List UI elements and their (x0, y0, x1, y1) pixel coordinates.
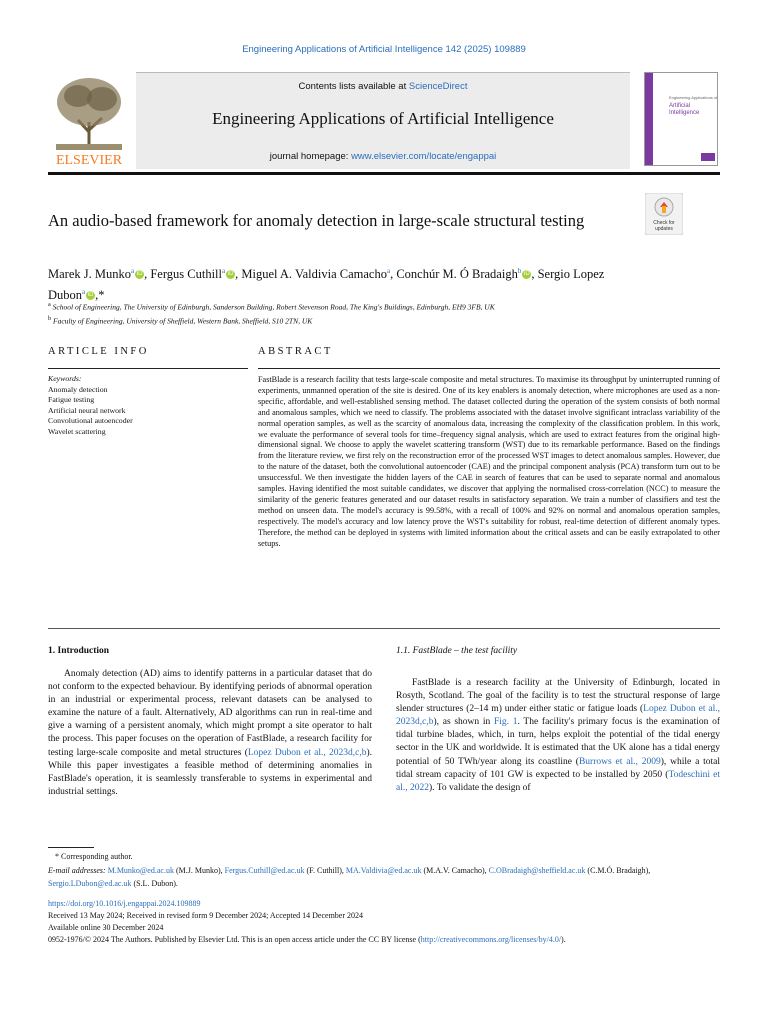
subsection-heading: 1.1. FastBlade – the test facility (396, 646, 518, 656)
license-link[interactable]: http://creativecommons.org/licenses/by/4.0/ (420, 935, 562, 944)
doi-link[interactable]: https://doi.org/10.1016/j.engappai.2024.109889 (48, 899, 201, 908)
homepage-line: journal homepage: www.elsevier.com/locate/engappai (269, 151, 497, 162)
email-link[interactable]: Fergus.Cuthill@ed.ac.uk (224, 866, 305, 875)
orcid-icon[interactable]: iD (136, 271, 143, 278)
paper-title: An audio-based framework for anomaly detection in large-scale structural testing (48, 211, 585, 230)
fastblade-paragraph: FastBlade is a research facility at the University of Edinburgh, located in Rosyth, Scotland. The goal of the facility is to test the structural response of large slender structures (2–14 m) under either static or fatigue loads (Lopez Dubon et al., 2023d,c,b), as shown in Fig. 1. The facility's primary focus is the examination of tidal turbine blades, which, in turn, helps exploit the potential of the tidal energy sector in the UK and worldwide. It is estimated that the UK alone has a tidal energy potential of 50 TWh/year along its coastline (Burrows et al., 2009), while a total tidal stream capacity of 101 GW is expected to be installed by 2050 (Todeschini et al., 2022). To validate the design of (396, 678, 721, 793)
author-name[interactable]: Miguel A. Valdivia Camacho (241, 267, 387, 282)
author-list: Marek J. Munko$^a$ iD , Fergus Cuthill$^a$ iD , Miguel A. Valdivia Camacho$^a$, Conchúr M. Ó Bradaigh$^b$ iD , Sergio Lopez Dubon$^a$ iD ,* (48, 267, 605, 303)
article-info-heading: ARTICLE INFO (48, 346, 149, 357)
keyword: Anomaly detection (48, 384, 108, 394)
author-name[interactable]: Conchúr M. Ó Bradaigh (396, 267, 518, 282)
affiliation-marker[interactable]: a (386, 267, 391, 275)
journal-reference[interactable]: Engineering Applications of Artificial Intelligence 142 (2025) 109889 (242, 44, 526, 55)
journal-banner (136, 72, 630, 169)
abstract-text: FastBlade is a research facility that tests large-scale composite and metal structures. To maximise its throughput by uninterrupted running of experiments, unmanned operation of the site is desired. One of its key enablers is anomaly detection, where microphones are used as a non-specific, affordable, and well-established sensing method. The dataset collected during the operation of the system consists of both normal and anomalous samples, which we need to classify. The problems associated with the dataset involve significant intraclass variability of the normal operation samples, as well as the scarcity of anomalous data, increasing the complexity of the classification problem. In this work, we evaluate the performance of several tools for time–frequency signal analysis, which are used to extract features from the original high-dimensional signal. We choose to apply the wavelet scattering transform (WST) due to its remarkable performance. Based on the findings from the literature review, we first rely on the reconstruction error of the processed WST images to detect anomalous samples. However, due to the nature of the dataset, both the convolutional autoencoder (CAE) and the principal component analysis (PCA) transform turn out to be unsuccessful. We then investigate the hidden layers of the CAE in search of features that can be used to separate normal and anomalous samples. Having identified the most suitable candidates, we discover that applying the normalised cross-correlation (NCC) to measure the similarity of the generic features generated and our dataset results in satisfactory separation. We train a number of classifiers and test the method on unseen data. The model's accuracy is 99.58%, with a recall of 100% and 92% on normal and anomalous operation samples, respectively. The model's accuracy and low latency prove the WST's suitability for robust, real-time detection of different anomaly types. Therefore, the method can be deployed in systems with limited information about the critical assets and can be easily extrapolated to other setups. (258, 375, 720, 548)
author-name[interactable]: Marek J. Munko (48, 267, 131, 282)
sciencedirect-link[interactable]: ScienceDirect (408, 81, 468, 92)
affiliation-marker[interactable]: a (130, 267, 135, 275)
available-online: Available online 30 December 2024 (48, 923, 164, 932)
svg-text:Check for: Check for (653, 220, 675, 226)
orcid-icon[interactable]: iD (227, 271, 234, 278)
citation-link[interactable]: Lopez Dubon et al., 2023d,c,b (396, 704, 720, 728)
keyword: Convolutional autoencoder (48, 416, 133, 425)
journal-cover-icon[interactable] (644, 72, 718, 166)
footnote-divider (48, 847, 94, 848)
svg-text:Intelligence: Intelligence (669, 110, 700, 116)
corresponding-author-note: * Corresponding author. (55, 852, 133, 861)
email-label: E-mail addresses: (48, 866, 106, 875)
email-link[interactable]: Sergio.LDubon@ed.ac.uk (48, 878, 132, 888)
abstract-end-divider (48, 628, 720, 629)
abstract-divider (258, 368, 720, 369)
citation-link[interactable]: Lopez Dubon et al., 2023d,c,b (247, 747, 367, 758)
affiliation-marker[interactable]: b (517, 267, 522, 275)
article-info-divider (48, 368, 248, 369)
check-for-updates-icon[interactable] (645, 193, 683, 235)
journal-header (48, 72, 720, 172)
citation-link[interactable]: Todeschini et al., 2022 (396, 769, 720, 793)
abstract-heading: ABSTRACT (258, 346, 333, 357)
svg-text:Artificial: Artificial (669, 103, 691, 109)
figure-link[interactable]: Fig. 1 (493, 717, 518, 728)
author-name[interactable]: Sergio Lopez Dubon (48, 267, 605, 303)
header-divider (48, 172, 720, 175)
email-link[interactable]: MA.Valdivia@ed.ac.uk (345, 866, 422, 875)
email-addresses: E-mail addresses: M.Munko@ed.ac.uk (M.J. Munko), Fergus.Cuthill@ed.ac.uk (F. Cuthill), MA.Valdivia@ed.ac.uk (M.A.V. Camacho), C.OBradaigh@sheffield.ac.uk (C.M.Ó. Bradaigh), Sergio.LDubon@ed.ac.uk (S.L. Dubon). (48, 866, 651, 888)
affiliation-marker[interactable]: a (222, 267, 226, 275)
keyword: Artificial neural network (48, 405, 126, 415)
introduction-paragraph: Anomaly detection (AD) aims to identify patterns in a particular dataset that do not conform to the expected behaviour. By identifying periods of abnormal operation in an industrial or experimental process, relevant datasets can be analysed to examine the nature of a fault. Alternatively, AD algorithms can run in real-time and give a warning of a persistent anomaly, which might prompt a site operator to halt the process. This paper focuses on the operation of FastBlade, a research facility for testing large-scale composite and metal structures (Lopez Dubon et al., 2023d,c,b). While this paper investigates a feasible method of determining anomalies in FastBlade's operation, it is seamlessly transferable to systems in experimental and industrial settings. (48, 669, 372, 797)
affiliation-b: $^b$ Faculty of Engineering, University of Sheffield, Western Bank, Sheffield, S10 2TN, UK (48, 314, 313, 325)
keyword: Fatigue testing (48, 395, 95, 404)
affiliation-marker[interactable]: a (82, 288, 86, 297)
received-dates: Received 13 May 2024; Received in revised form 9 December 2024; Accepted 14 December 2024 (48, 911, 364, 920)
contents-line: Contents lists available at ScienceDirect (298, 81, 468, 92)
orcid-icon[interactable]: iD (523, 271, 530, 278)
elsevier-logo-icon[interactable] (48, 72, 130, 168)
keywords-label: Keywords: (48, 374, 82, 383)
citation-link[interactable]: Burrows et al., 2009 (578, 756, 661, 767)
keywords-block (48, 374, 248, 437)
introduction-heading: 1. Introduction (48, 646, 110, 656)
keyword: Wavelet scattering (48, 426, 106, 436)
email-link[interactable]: M.Munko@ed.ac.uk (107, 866, 174, 875)
publisher-name: ELSEVIER (55, 153, 123, 168)
svg-text:Engineering Applications of: Engineering Applications of (669, 95, 718, 100)
email-link[interactable]: C.OBradaigh@sheffield.ac.uk (488, 866, 586, 875)
orcid-icon[interactable]: iD (87, 292, 94, 299)
author-name[interactable]: Fergus Cuthill (150, 267, 222, 282)
affiliation-a: $^a$ School of Engineering, The University of Edinburgh, Sanderson Building, Robert Stevenson Road, The King's Buildings, Edinburgh, EH9 3FB, UK (48, 301, 495, 312)
homepage-link[interactable]: www.elsevier.com/locate/engappai (351, 151, 497, 162)
license-line: 0952-1976/© 2024 The Authors. Published by Elsevier Ltd. This is an open access article under the CC BY license (http://creativecommons.org/licenses/by/4.0/). (48, 935, 566, 944)
affiliations (48, 299, 688, 326)
journal-name: Engineering Applications of Artificial Intelligence (212, 109, 554, 128)
svg-text:updates: updates (655, 226, 673, 232)
